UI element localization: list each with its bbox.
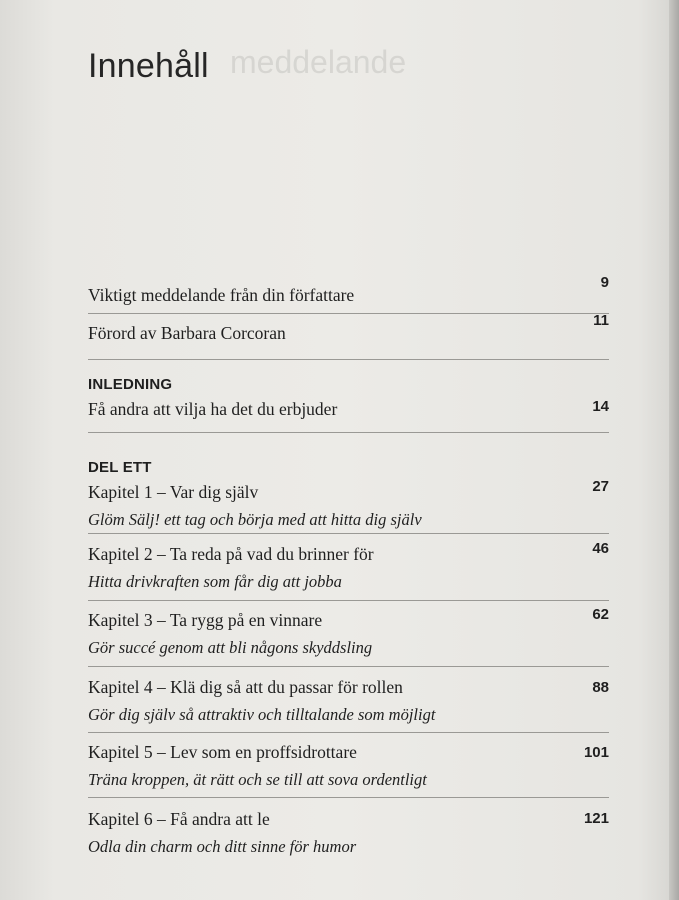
toc-entry-subtitle: Träna kroppen, ät rätt och se till att sova ordentligt xyxy=(88,770,427,789)
toc-entry-chapter-3 xyxy=(88,606,609,658)
toc-page-number: 27 xyxy=(592,478,609,495)
toc-entry-chapter-6 xyxy=(88,809,609,857)
toc-entry-title: Kapitel 4 – Klä dig så att du passar för rollen xyxy=(88,677,403,697)
divider xyxy=(88,666,609,667)
divider xyxy=(88,313,609,314)
toc-page-number: 101 xyxy=(583,744,609,761)
section-heading-intro: INLEDNING xyxy=(88,376,173,393)
toc-entry-foreword xyxy=(88,312,609,344)
toc-entry-title: Kapitel 3 – Ta rygg på en vinnare xyxy=(88,610,323,630)
toc-page-number: 11 xyxy=(593,312,609,329)
toc-page-number: 9 xyxy=(600,274,609,291)
bleed-through-text: meddelande xyxy=(230,44,407,80)
toc-entry-subtitle: Glöm Sälj! ett tag och börja med att hitta dig själv xyxy=(88,510,422,529)
toc-page-number: 14 xyxy=(592,398,609,415)
toc-entry-chapter-5 xyxy=(88,742,609,790)
toc-page-number: 46 xyxy=(592,540,609,557)
toc-entry-subtitle: Gör succé genom att bli någons skyddsling xyxy=(88,638,373,657)
page-title: Innehåll xyxy=(88,47,209,85)
toc-entry-title: Kapitel 5 – Lev som en proffsidrottare xyxy=(88,742,357,762)
toc-entry-subtitle: Gör dig själv så attraktiv och tilltalande som möjligt xyxy=(88,705,436,724)
divider xyxy=(88,732,609,733)
divider xyxy=(88,797,609,798)
toc-entry-title: Kapitel 6 – Få andra att le xyxy=(88,809,270,829)
section-heading-part1: DEL ETT xyxy=(88,459,152,476)
divider xyxy=(88,359,609,360)
toc-entry-subtitle: Odla din charm och ditt sinne för humor xyxy=(88,837,357,856)
toc-entry-title: Kapitel 1 – Var dig själv xyxy=(88,482,259,502)
toc-entry-title: Viktigt meddelande från din författare xyxy=(88,285,355,305)
toc-entry-intro xyxy=(88,399,609,420)
toc-entry-title: Få andra att vilja ha det du erbjuder xyxy=(88,399,338,419)
divider xyxy=(88,432,609,433)
toc-entry-title: Kapitel 2 – Ta reda på vad du brinner för xyxy=(88,544,374,564)
divider xyxy=(88,533,609,534)
toc-page-number: 62 xyxy=(592,606,609,623)
toc-entry-subtitle: Hitta drivkraften som får dig att jobba xyxy=(88,572,342,591)
toc-entry-chapter-1 xyxy=(88,478,609,530)
divider xyxy=(88,600,609,601)
page-edge xyxy=(669,0,679,900)
toc-page-number: 121 xyxy=(583,810,609,827)
toc-entry-chapter-2 xyxy=(88,540,609,592)
toc-page-number: 88 xyxy=(592,679,609,696)
toc-entry-author-note xyxy=(88,274,609,306)
toc-entry-title: Förord av Barbara Corcoran xyxy=(88,323,286,343)
toc-entry-chapter-4 xyxy=(88,677,609,725)
